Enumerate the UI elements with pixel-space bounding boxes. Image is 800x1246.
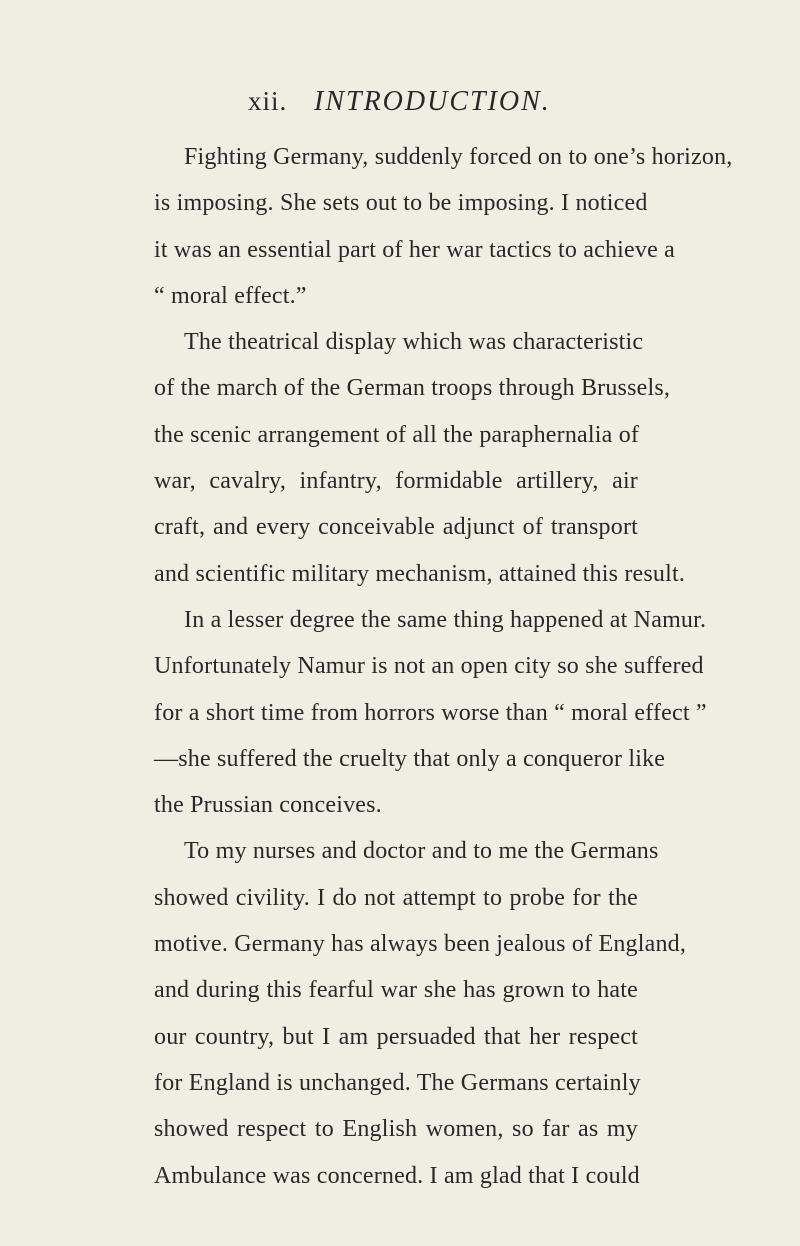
paragraph [154,134,733,319]
text-line: and during this fearful war she has grown to hate [154,977,638,1004]
text-line: our country, but I am persuaded that her respect [154,1023,638,1050]
paragraph [154,319,686,597]
text-line: To my nurses and doctor and to me the Germans [184,838,659,865]
text-line: and scientific military mechanism, attained this result. [154,560,686,587]
text-line: the Prussian conceives. [154,792,382,819]
text-line: motive. Germany has always been jealous of England, [154,931,687,958]
text-line: for England is unchanged. The Germans certainly [154,1069,641,1096]
text-line: —she suffered the cruelty that only a conqueror like [154,745,666,772]
text-line: Ambulance was concerned. I am glad that I could [154,1162,640,1189]
text-line: Fighting Germany, suddenly forced on to one’s horizon, [184,144,733,170]
paragraph [154,828,687,1198]
text-line: Unfortunately Namur is not an open city so she suffered [154,653,704,680]
text-line: showed respect to English women, so far as my [154,1116,638,1143]
text-line: showed civility. I do not attempt to probe for the [154,884,638,911]
body-text [154,134,733,1199]
running-head: INTRODUCTION. [314,86,551,117]
text-line: it was an essential part of her war tactics to achieve a [154,236,675,263]
text-line: for a short time from horrors worse than “ moral effect ” [154,699,707,726]
text-line: craft, and every conceivable adjunct of transport [154,514,638,541]
text-line: the scenic arrangement of all the paraphernalia of [154,421,640,448]
text-line: The theatrical display which was characteristic [184,329,644,356]
paragraph [154,597,707,828]
text-line: is imposing. She sets out to be imposing. I noticed [154,190,648,217]
text-line: of the march of the German troops through Brussels, [154,375,671,402]
text-line: war, cavalry, infantry, formidable artillery, air [154,468,638,495]
text-line: In a lesser degree the same thing happened at Namur. [184,606,707,633]
page-header [0,86,800,126]
text-line: “ moral effect.” [154,282,307,309]
page-number: xii. [248,86,288,116]
